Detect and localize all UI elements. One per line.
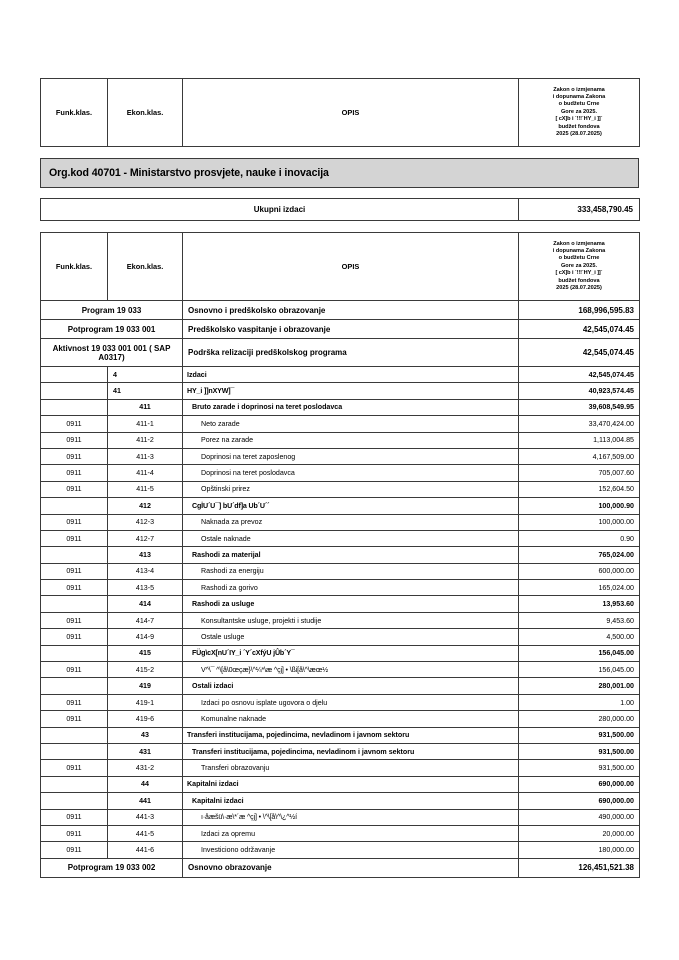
cell-opis: Investiciono održavanje	[183, 842, 519, 858]
cell-opis: Rashodi za gorivo	[183, 580, 519, 596]
table-row	[41, 842, 640, 858]
table-row	[41, 596, 640, 612]
table-row	[41, 399, 640, 415]
cell-amount: 156,045.00	[519, 645, 640, 661]
cell-opis: Kapitalni izdaci	[183, 776, 519, 792]
org-code-banner	[40, 158, 639, 188]
table-row	[41, 563, 640, 579]
cell-ekon-klas: 413-5	[108, 580, 183, 596]
cell-amount: 20,000.00	[519, 825, 640, 841]
cell-amount: 156,045.00	[519, 662, 640, 678]
header-funk-klas: Funk.klas.	[41, 79, 108, 147]
cell-funk-klas: 0911	[41, 694, 108, 710]
cell-amount: 1,113,004.85	[519, 432, 640, 448]
table-row	[41, 514, 640, 530]
table-row	[41, 776, 640, 792]
cell-opis: Izdaci za opremu	[183, 825, 519, 841]
cell-ekon-klas: 412-3	[108, 514, 183, 530]
cell-opis: Podrška relizaciji predškolskog programa	[183, 339, 519, 367]
cell-ekon-klas: 414-7	[108, 612, 183, 628]
cell-amount: 13,953.60	[519, 596, 640, 612]
table-header-row	[41, 233, 640, 301]
total-amount: 333,458,790.45	[519, 199, 640, 221]
cell-funk-klas	[41, 645, 108, 661]
cell-amount: 180,000.00	[519, 842, 640, 858]
cell-ekon-klas: 411	[108, 399, 183, 415]
table-row	[41, 727, 640, 743]
table-row	[41, 481, 640, 497]
cell-amount: 0.90	[519, 530, 640, 546]
table-row	[41, 711, 640, 727]
total-expenditure-table	[40, 198, 640, 221]
cell-amount: 600,000.00	[519, 563, 640, 579]
cell-ekon-klas: 411-5	[108, 481, 183, 497]
header-opis: OPIS	[183, 79, 519, 147]
cell-opis: Izdaci	[183, 367, 519, 383]
cell-funk-klas	[41, 596, 108, 612]
cell-amount: 931,500.00	[519, 760, 640, 776]
cell-amount: 690,000.00	[519, 776, 640, 792]
table-row	[41, 448, 640, 464]
table-row	[41, 858, 640, 877]
table-row	[41, 760, 640, 776]
cell-ekon-klas: 411-2	[108, 432, 183, 448]
table-row	[41, 793, 640, 809]
cell-funk-klas	[41, 678, 108, 694]
cell-ekon-klas: 431	[108, 743, 183, 759]
cell-opis: ı·åæšü\·æ\*´æ ^çj] • \^\[å\^\¿^½í	[183, 809, 519, 825]
header-amount-column: Zakon o izmjenama i dopunama Zakona o budžetu Crne Gore za 2025. [ cX]b i ´!!!´ΗΥ_i ]]´ budžet fondova 2025 (28.07.2025)	[519, 79, 640, 147]
cell-ekon-klas: 44	[108, 776, 183, 792]
cell-opis: Osnovno i predškolsko obrazovanje	[183, 301, 519, 320]
table-row	[41, 809, 640, 825]
table-row	[41, 465, 640, 481]
cell-opis: Ostale naknade	[183, 530, 519, 546]
cell-ekon-klas: 419-1	[108, 694, 183, 710]
cell-amount: 39,608,549.95	[519, 399, 640, 415]
cell-opis: Doprinosi na teret poslodavca	[183, 465, 519, 481]
cell-ekon-klas: 419	[108, 678, 183, 694]
cell-amount: 9,453.60	[519, 612, 640, 628]
table-row	[41, 645, 640, 661]
cell-classification: Potprogram 19 033 001	[41, 320, 183, 339]
cell-funk-klas: 0911	[41, 563, 108, 579]
table-row	[41, 301, 640, 320]
table-row	[41, 629, 640, 645]
cell-funk-klas: 0911	[41, 416, 108, 432]
cell-amount: 168,996,595.83	[519, 301, 640, 320]
cell-ekon-klas: 411-4	[108, 465, 183, 481]
cell-amount: 100,000.90	[519, 498, 640, 514]
cell-opis: Opštinski prirez	[183, 481, 519, 497]
header-amount-column: Zakon o izmjenama i dopunama Zakona o budžetu Crne Gore za 2025. [ cX]b i ´!!!´ΗΥ_i ]]´ budžet fondova 2025 (28.07.2025)	[519, 233, 640, 301]
cell-amount: 40,923,574.45	[519, 383, 640, 399]
cell-ekon-klas: 41	[108, 383, 183, 399]
cell-amount: 4,167,509.00	[519, 448, 640, 464]
header-funk-klas: Funk.klas.	[41, 233, 108, 301]
cell-amount: 765,024.00	[519, 547, 640, 563]
cell-opis: Predškolsko vaspitanje i obrazovanje	[183, 320, 519, 339]
cell-funk-klas: 0911	[41, 711, 108, 727]
cell-funk-klas	[41, 547, 108, 563]
cell-amount: 33,470,424.00	[519, 416, 640, 432]
cell-funk-klas: 0911	[41, 825, 108, 841]
cell-ekon-klas: 414-9	[108, 629, 183, 645]
table-header-row	[41, 79, 640, 147]
cell-funk-klas: 0911	[41, 612, 108, 628]
cell-funk-klas: 0911	[41, 514, 108, 530]
table-row	[41, 320, 640, 339]
cell-opis: FÜg\cX[nU´ΙΥ_i ´Υ´cXfýU jÛb´Υ¯	[183, 645, 519, 661]
header-ekon-klas: Ekon.klas.	[108, 79, 183, 147]
cell-funk-klas	[41, 793, 108, 809]
table-row	[41, 580, 640, 596]
cell-amount: 42,545,074.45	[519, 339, 640, 367]
cell-amount: 152,604.50	[519, 481, 640, 497]
cell-funk-klas: 0911	[41, 432, 108, 448]
cell-amount: 690,000.00	[519, 793, 640, 809]
cell-opis: Naknada za prevoz	[183, 514, 519, 530]
cell-opis: Transferi obrazovanju	[183, 760, 519, 776]
table-row	[41, 530, 640, 546]
cell-funk-klas: 0911	[41, 580, 108, 596]
cell-funk-klas: 0911	[41, 760, 108, 776]
cell-amount: 280,001.00	[519, 678, 640, 694]
cell-amount: 100,000.00	[519, 514, 640, 530]
cell-opis: Bruto zarade i doprinosi na teret poslodavca	[183, 399, 519, 415]
cell-funk-klas: 0911	[41, 481, 108, 497]
cell-funk-klas	[41, 743, 108, 759]
cell-ekon-klas: 431-2	[108, 760, 183, 776]
cell-opis: Rashodi za usluge	[183, 596, 519, 612]
header-ekon-klas: Ekon.klas.	[108, 233, 183, 301]
column-header-table	[40, 78, 640, 147]
table-row	[41, 367, 640, 383]
cell-opis: Ostale usluge	[183, 629, 519, 645]
table-row	[41, 694, 640, 710]
cell-opis: V^\¯ ^\[å\0œçæ}\^¼*\æ ^çj] • \ßi[å\^\æœ½	[183, 662, 519, 678]
cell-ekon-klas: 412	[108, 498, 183, 514]
budget-breakdown-table	[40, 232, 640, 878]
cell-funk-klas	[41, 727, 108, 743]
cell-opis: Komunalne naknade	[183, 711, 519, 727]
org-code-label: Org.kod 40701 - Ministarstvo prosvjete, nauke i inovacija	[49, 167, 329, 179]
cell-funk-klas	[41, 776, 108, 792]
cell-amount: 4,500.00	[519, 629, 640, 645]
cell-opis: Rashodi za materijal	[183, 547, 519, 563]
cell-ekon-klas: 413	[108, 547, 183, 563]
cell-ekon-klas: 441-5	[108, 825, 183, 841]
cell-funk-klas: 0911	[41, 809, 108, 825]
cell-funk-klas	[41, 399, 108, 415]
cell-amount: 165,024.00	[519, 580, 640, 596]
cell-opis: Konsultantske usluge, projekti i studije	[183, 612, 519, 628]
cell-ekon-klas: 441-3	[108, 809, 183, 825]
table-row	[41, 199, 640, 221]
cell-opis: Doprinosi na teret zaposlenog	[183, 448, 519, 464]
table-row	[41, 612, 640, 628]
cell-funk-klas	[41, 367, 108, 383]
table-row	[41, 432, 640, 448]
cell-ekon-klas: 411-3	[108, 448, 183, 464]
table-row	[41, 339, 640, 367]
cell-ekon-klas: 43	[108, 727, 183, 743]
cell-opis: Ostali izdaci	[183, 678, 519, 694]
cell-opis: Transferi institucijama, pojedincima, nevladinom i javnom sektoru	[183, 727, 519, 743]
cell-ekon-klas: 413-4	[108, 563, 183, 579]
cell-funk-klas: 0911	[41, 465, 108, 481]
header-opis: OPIS	[183, 233, 519, 301]
cell-opis: Izdaci po osnovu isplate ugovora o djelu	[183, 694, 519, 710]
cell-funk-klas: 0911	[41, 662, 108, 678]
cell-opis: CgİU´U¯] bU´df]a Ub´U´´	[183, 498, 519, 514]
cell-classification: Potprogram 19 033 002	[41, 858, 183, 877]
cell-ekon-klas: 4	[108, 367, 183, 383]
cell-ekon-klas: 412-7	[108, 530, 183, 546]
cell-funk-klas	[41, 498, 108, 514]
cell-ekon-klas: 415	[108, 645, 183, 661]
cell-opis: Rashodi za energiju	[183, 563, 519, 579]
cell-opis: Neto zarade	[183, 416, 519, 432]
cell-opis: Osnovno obrazovanje	[183, 858, 519, 877]
cell-ekon-klas: 419-6	[108, 711, 183, 727]
cell-funk-klas: 0911	[41, 530, 108, 546]
cell-classification: Aktivnost 19 033 001 001 ( SAP A0317)	[41, 339, 183, 367]
cell-amount: 931,500.00	[519, 727, 640, 743]
cell-ekon-klas: 415-2	[108, 662, 183, 678]
cell-amount: 490,000.00	[519, 809, 640, 825]
cell-ekon-klas: 441	[108, 793, 183, 809]
budget-table-body	[41, 233, 640, 878]
cell-amount: 705,007.60	[519, 465, 640, 481]
cell-amount: 280,000.00	[519, 711, 640, 727]
cell-opis: Transferi institucijama, pojedincima, nevladinom i javnom sektoru	[183, 743, 519, 759]
cell-classification: Program 19 033	[41, 301, 183, 320]
cell-funk-klas: 0911	[41, 842, 108, 858]
cell-amount: 42,545,074.45	[519, 320, 640, 339]
cell-funk-klas	[41, 383, 108, 399]
cell-ekon-klas: 441-6	[108, 842, 183, 858]
table-row	[41, 547, 640, 563]
table-row	[41, 662, 640, 678]
table-row	[41, 743, 640, 759]
table-row	[41, 416, 640, 432]
cell-amount: 931,500.00	[519, 743, 640, 759]
cell-opis: Kapitalni izdaci	[183, 793, 519, 809]
cell-ekon-klas: 414	[108, 596, 183, 612]
table-row	[41, 678, 640, 694]
cell-amount: 126,451,521.38	[519, 858, 640, 877]
table-row	[41, 498, 640, 514]
cell-opis: Porez na zarade	[183, 432, 519, 448]
table-row	[41, 825, 640, 841]
cell-amount: 42,545,074.45	[519, 367, 640, 383]
cell-amount: 1.00	[519, 694, 640, 710]
total-label: Ukupni izdaci	[41, 199, 519, 221]
cell-ekon-klas: 411-1	[108, 416, 183, 432]
cell-funk-klas: 0911	[41, 629, 108, 645]
cell-funk-klas: 0911	[41, 448, 108, 464]
table-row	[41, 383, 640, 399]
cell-opis: ΗΥ_i ]]nΧΥW]¯	[183, 383, 519, 399]
